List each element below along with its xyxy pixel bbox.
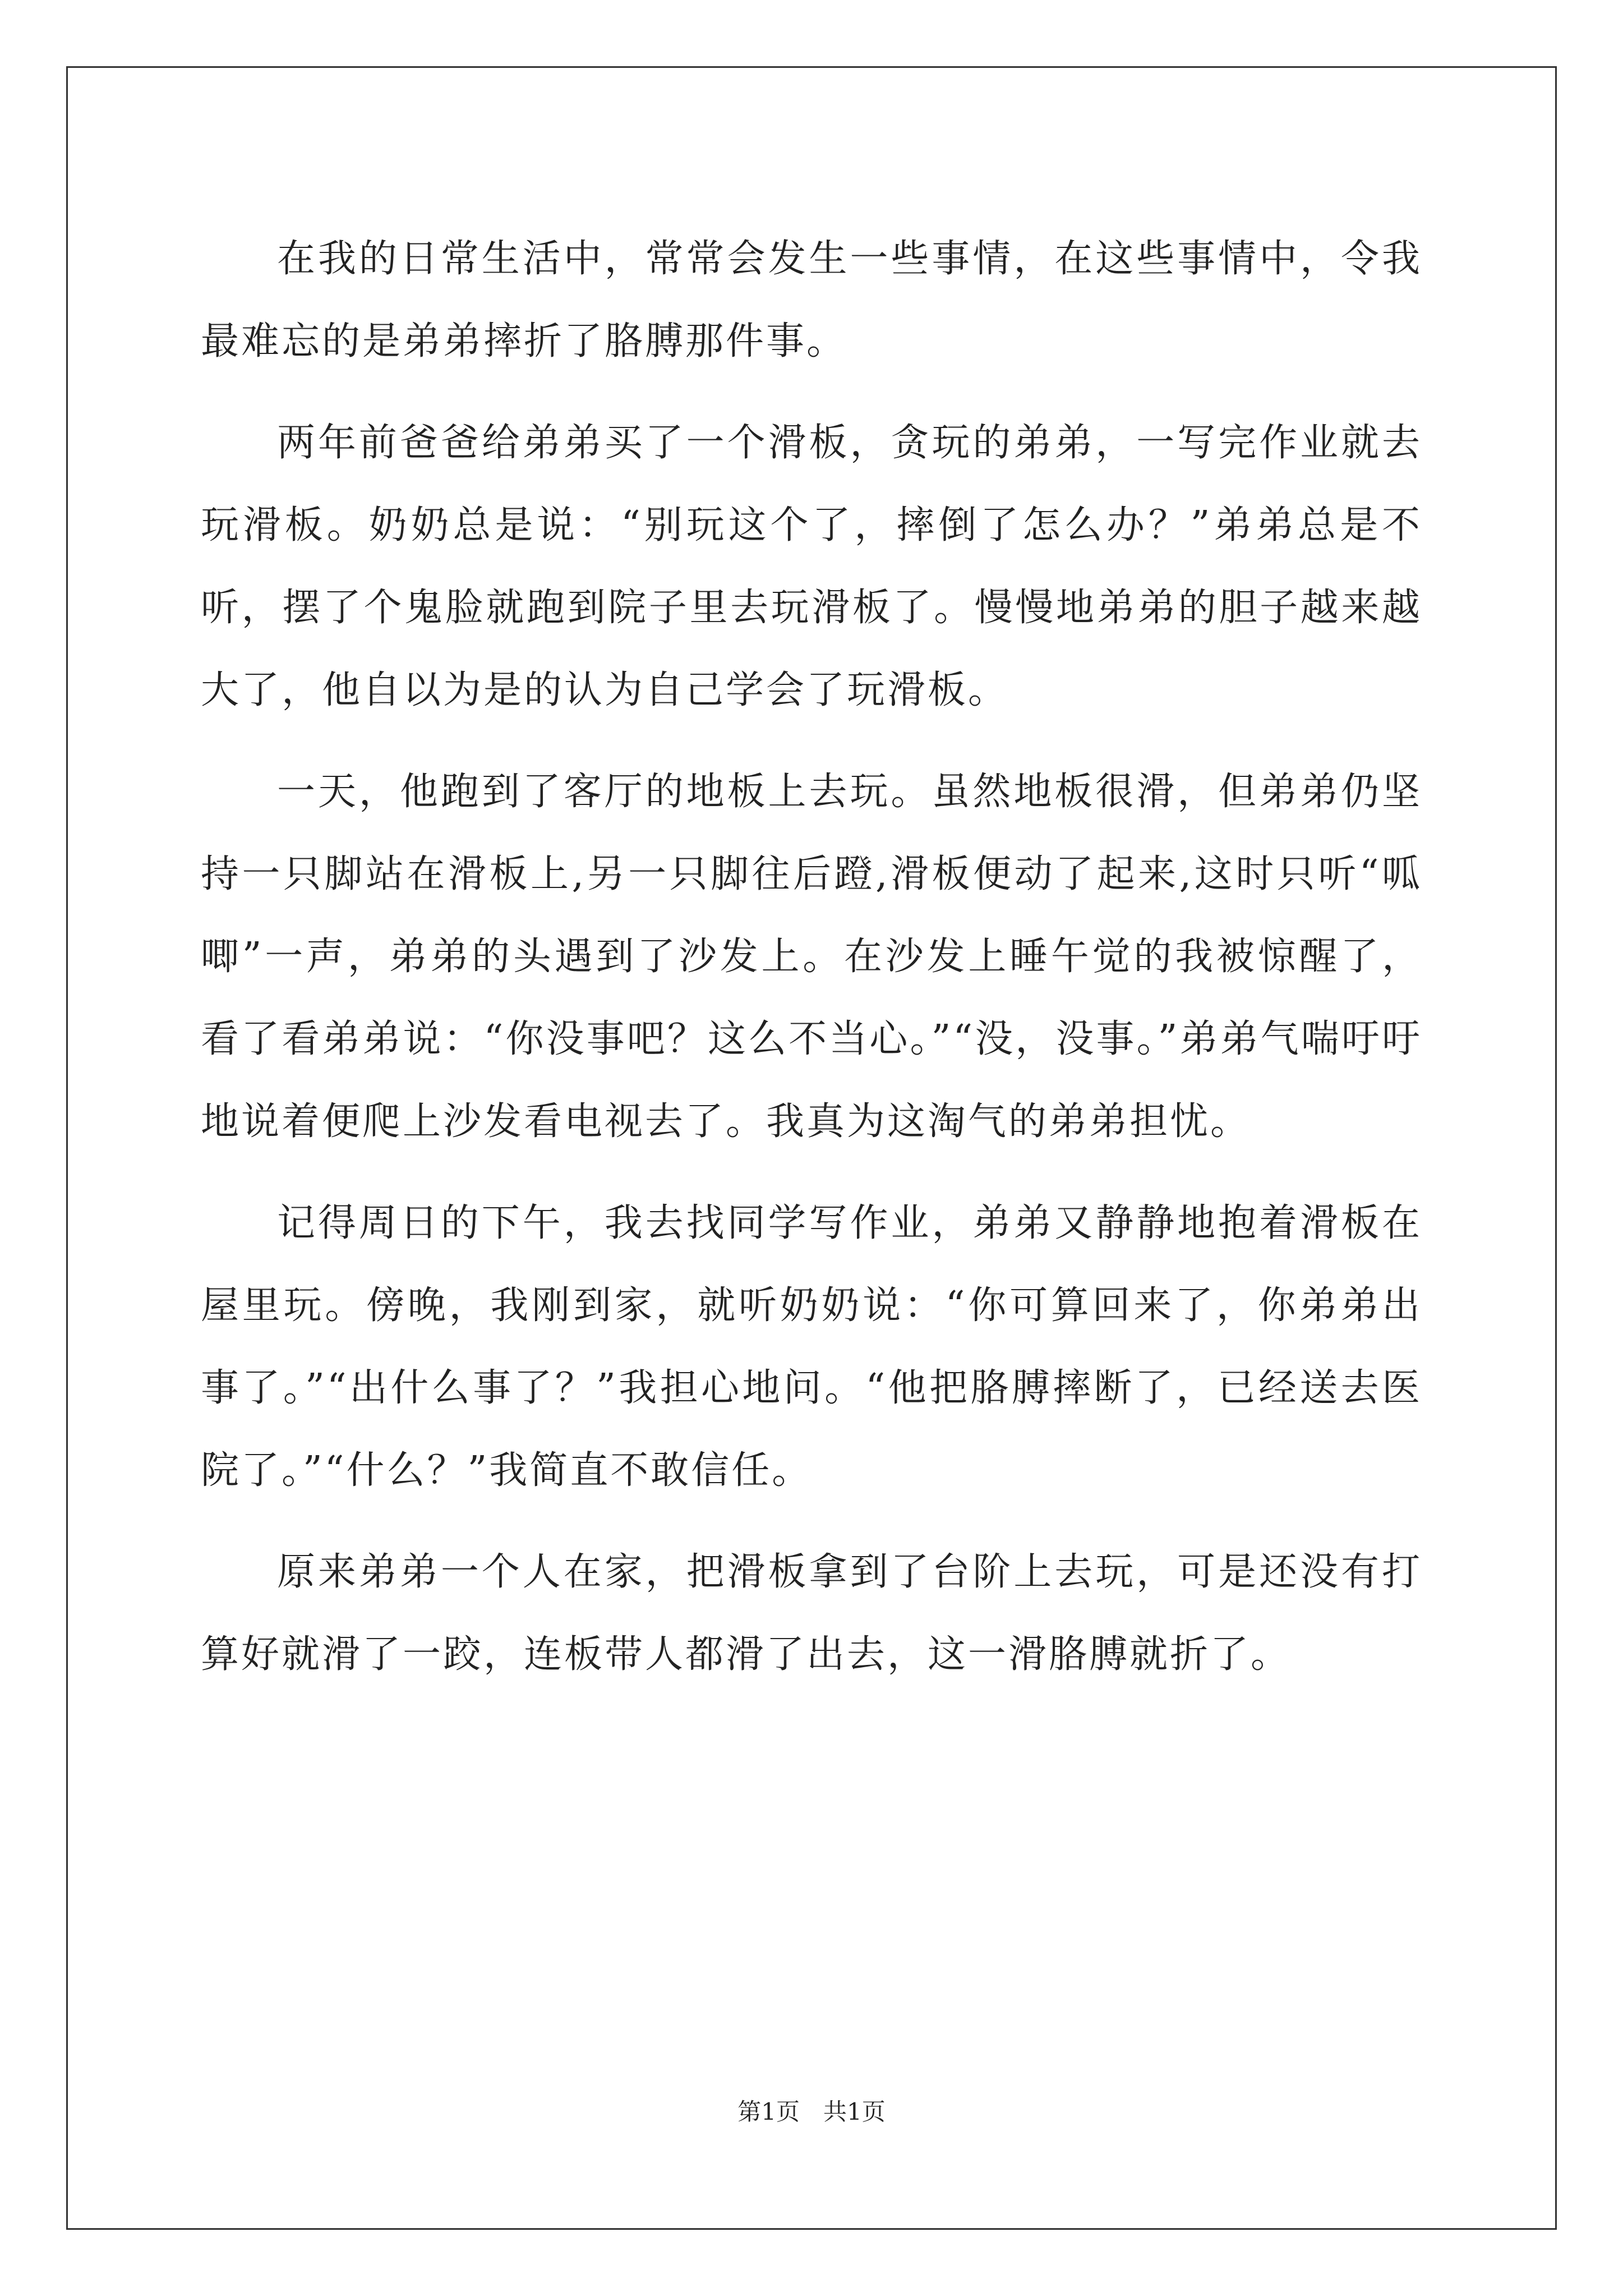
paragraph-3: 一天，他跑到了客厅的地板上去玩。虽然地板很滑，但弟弟仍坚持一只脚站在滑板上,另一只脚往后蹬,滑板便动了起来,这时只听“呱唧”一声，弟弟的头遇到了沙发上。在沙发上睡午觉的我被惊醒了，看了看弟弟说：“你没事吧？这么不当心。”“没，没事。”弟弟气喘吁吁地说着便爬上沙发看电视去了。我真为这淘气的弟弟担忧。 [201,770,1422,1144]
document-body [201,218,1422,1715]
paragraph-2: 两年前爸爸给弟弟买了一个滑板，贪玩的弟弟，一写完作业就去玩滑板。奶奶总是说：“别玩这个了，摔倒了怎么办？”弟弟总是不听，摆了个鬼脸就跑到院子里去玩滑板了。慢慢地弟弟的胆子越来越大了，他自以为是的认为自己学会了玩滑板。 [201,421,1422,712]
paragraph-4: 记得周日的下午，我去找同学写作业，弟弟又静静地抱着滑板在屋里玩。傍晚，我刚到家，就听奶奶说：“你可算回来了，你弟弟出事了。”“出什么事了？”我担心地问。“他把胳膊摔断了，已经送去医院了。”“什么？”我简直不敢信任。 [201,1201,1422,1493]
page-number: 第1页 共1页 [737,2098,886,2125]
paragraph-5: 原来弟弟一个人在家，把滑板拿到了台阶上去玩，可是还没有打算好就滑了一跤，连板带人都滑了出去，这一滑胳膊就折了。 [201,1550,1422,1677]
paragraph-1: 在我的日常生活中，常常会发生一些事情，在这些事情中，令我最难忘的是弟弟摔折了胳膊那件事。 [201,237,1422,364]
